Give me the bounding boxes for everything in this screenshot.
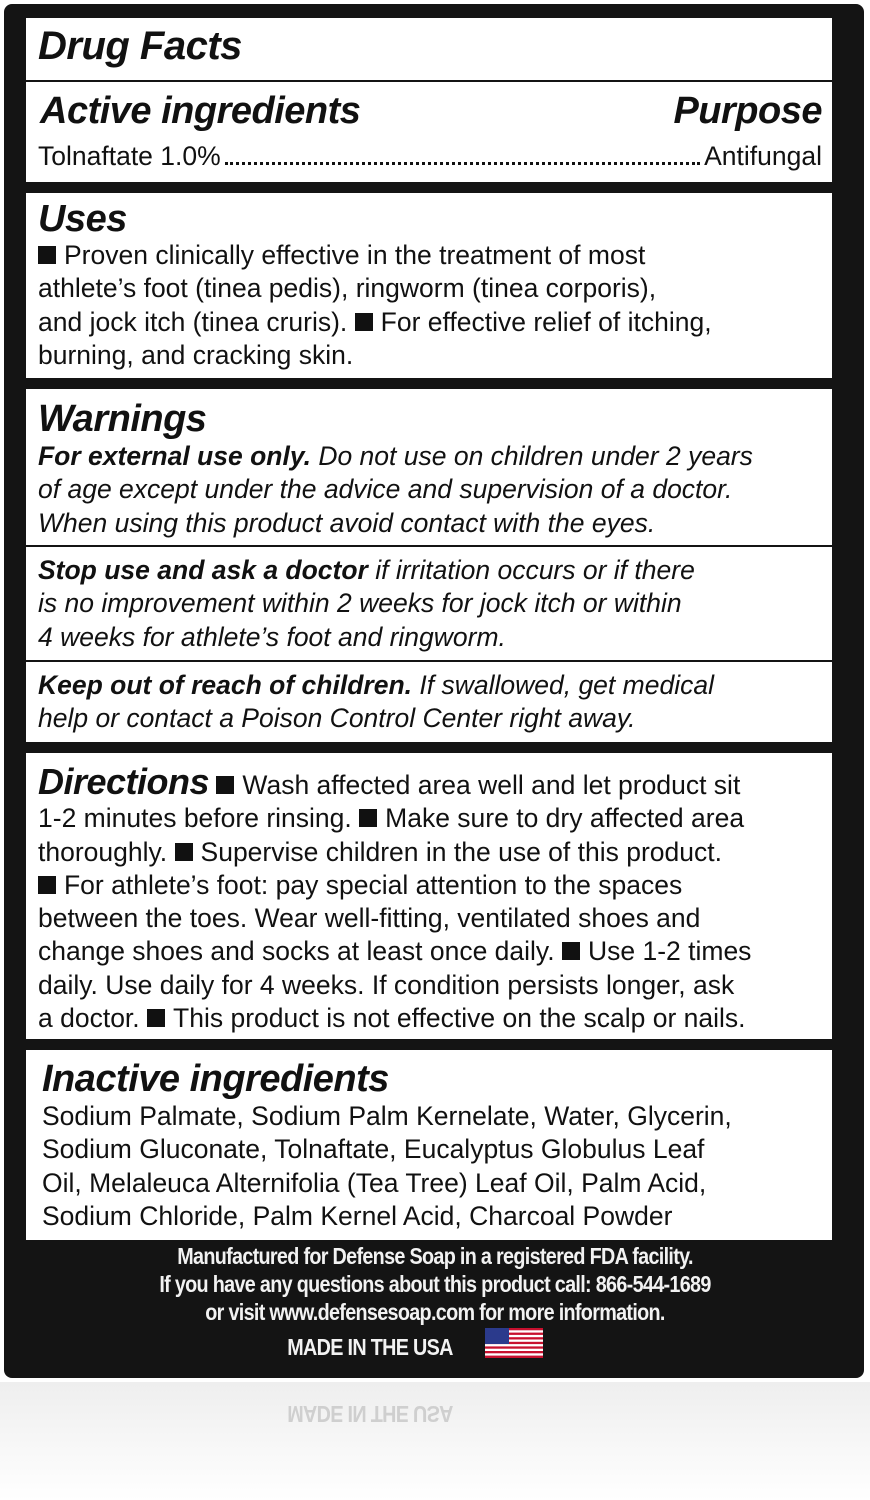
leader-dots [225,161,700,165]
drug-facts-title: Drug Facts [38,24,242,68]
warnings-keep-out: Keep out of reach of children. If swallowed, get medical help or contact a Poison Control Center right away. [38,670,714,734]
uses-line: burning, and cracking skin. [38,339,354,370]
purpose-heading: Purpose [673,90,822,132]
uses-line: Proven clinically effective in the treatment of most [38,239,822,272]
external-use-bold: For external use only. [38,441,311,471]
bullet-square-icon [359,809,377,827]
warnings-stop-use: Stop use and ask a doctor if irritation occurs or if there is no improvement within 2 weeks for jock itch or within 4 weeks for athlete’s foot and ringworm. [38,555,695,652]
bullet-square-icon [562,942,580,960]
divider [26,660,832,662]
footer-manufactured: Manufactured for Defense Soap in a registered FDA facility. [177,1243,693,1269]
reflection-made-in-usa: MADE IN THE USA [287,1401,453,1427]
divider-thick [26,742,832,753]
uses-text [38,239,822,372]
warnings-heading: Warnings [38,398,207,440]
label-reflection [0,1382,870,1500]
divider-thick [26,378,832,389]
footer-website: or visit www.defensesoap.com for more information. [205,1299,665,1325]
inactive-ingredients-heading: Inactive ingredients [42,1058,389,1100]
purpose-value: Antifungal [704,141,822,171]
bullet-square-icon [355,313,373,331]
divider [26,545,832,547]
inactive-ingredients-text: Sodium Palmate, Sodium Palm Kernelate, Water, Glycerin, Sodium Gluconate, Tolnaftate, Eucalyptus Globulus Leaf Oil, Melaleuca Alternifolia (Tea Tree) Leaf Oil, Palm Acid, Sodium Chloride, Palm Kernel Acid, Charcoal Powder [42,1101,732,1231]
divider-thick [26,1039,832,1050]
uses-heading: Uses [38,198,127,240]
bullet-square-icon [216,776,234,794]
bullet-square-icon [38,876,56,894]
directions-text: Directions Wash affected area well and let product sit 1-2 minutes before rinsing. Make sure to dry affected area thoroughly. Supervise children in the use of this product. For athlete’s foot: pay special attention to the spaces between the toes. Wear well-fitting, ventilated shoes and change shoes and socks at least once daily. Use 1-2 times daily. Use daily for 4 weeks. If condition persists longer, ask a doctor. This product is not effective on the scalp or nails. [38,761,752,1034]
stop-use-bold: Stop use and ask a doctor [38,555,368,585]
uses-line: and jock itch (tinea cruris). For effective relief of itching, [38,306,712,337]
directions-heading: Directions [38,761,210,802]
footer-questions: If you have any questions about this product call: 866-544-1689 [159,1271,711,1297]
bullet-square-icon [147,1009,165,1027]
drug-facts-panel [26,18,832,1240]
made-in-usa: MADE IN THE USA [287,1334,453,1360]
divider-thick [26,182,832,193]
keep-out-bold: Keep out of reach of children. [38,670,412,700]
bullet-square-icon [38,246,56,264]
active-ingredient-row [38,140,822,173]
active-ingredient: Tolnaftate 1.0% [38,141,221,171]
bullet-square-icon [175,843,193,861]
active-ingredients-heading: Active ingredients [40,90,361,132]
us-flag-icon [485,1328,543,1358]
warnings-external: For external use only. Do not use on children under 2 years of age except under the advice and supervision of a doctor. When using this product avoid contact with the eyes. [38,441,753,538]
uses-line: athlete’s foot (tinea pedis), ringworm (tinea corporis), [38,273,657,304]
divider [26,80,832,82]
